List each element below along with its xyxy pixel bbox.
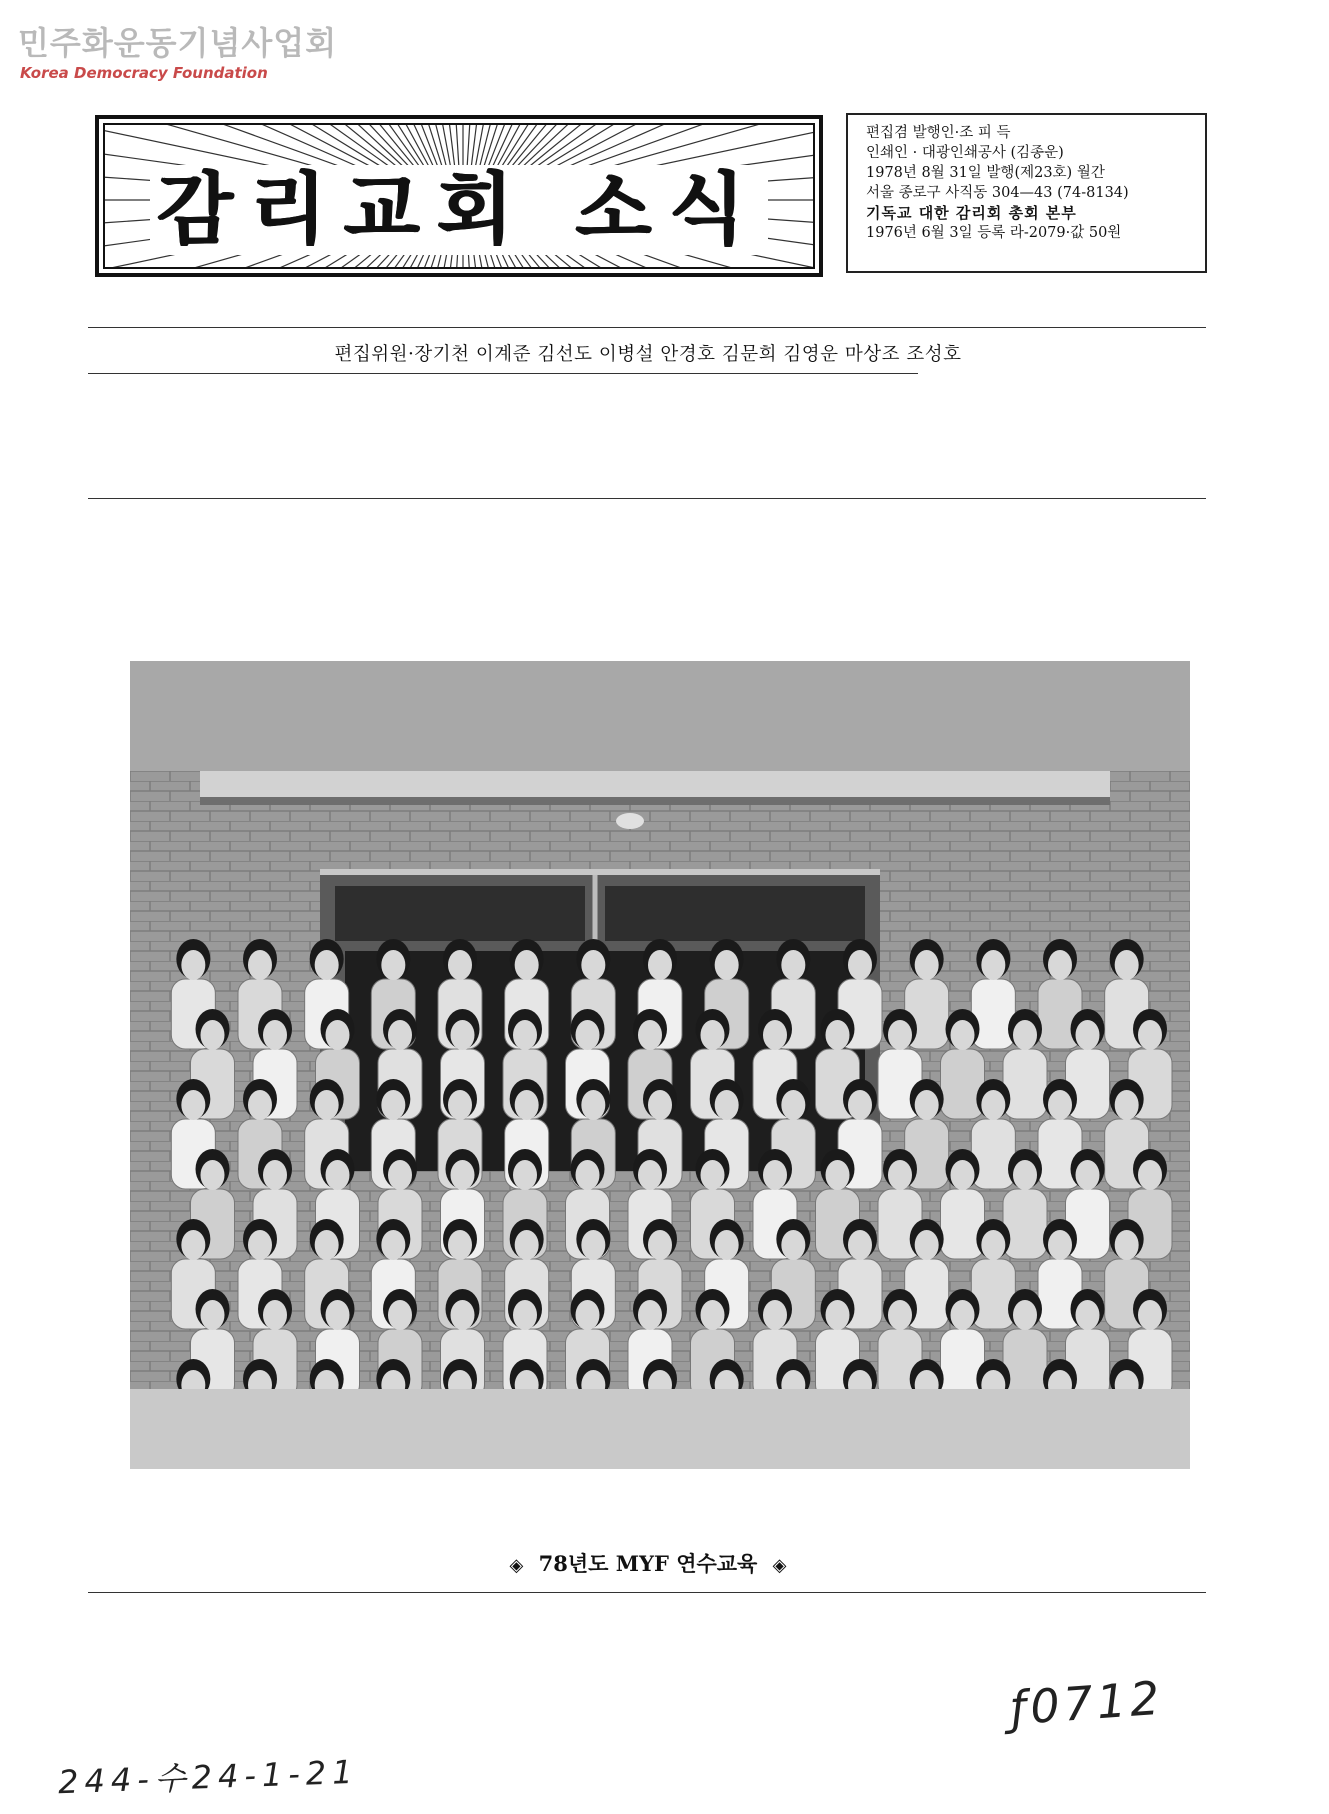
- masthead-frame: [103, 123, 815, 269]
- caption-left-diamond: ◈: [509, 1555, 524, 1576]
- info-printer: 인쇄인 · 대광인쇄공사 (김종운): [866, 145, 1064, 161]
- info-address: 서울 종로구 사직동 304—43 (74-8134): [866, 185, 1129, 201]
- info-organization: 기독교 대한 감리회 총회 본부: [866, 204, 1077, 222]
- info-issue-date: 1978년 8월 31일 발행(제23호) 월간: [866, 165, 1105, 181]
- divider-mid: [88, 498, 1206, 499]
- masthead-title: [105, 147, 813, 259]
- group-photo: [130, 661, 1190, 1469]
- divider-bottom: [88, 1592, 1206, 1593]
- publication-info-box: [846, 113, 1207, 273]
- info-registration: 1976년 6월 3일 등록 라-2079·값 50원: [866, 225, 1122, 241]
- caption-text: 78년도 MYF 연수교육: [538, 1551, 758, 1576]
- watermark-english: Korea Democracy Foundation: [20, 64, 268, 82]
- group-photo-image: [130, 661, 1190, 1469]
- handwritten-archive-number: 244-수24-1-21: [57, 1752, 360, 1802]
- watermark-korean: 민주화운동기념사업회: [18, 24, 338, 62]
- masthead-title-text: 감리교회 소식: [150, 165, 767, 255]
- editorial-committee: 편집위원·장기천 이계준 김선도 이병설 안경호 김문희 김영운 마상조 조성호: [334, 344, 962, 365]
- handwritten-code: ƒ0712: [1008, 1670, 1165, 1736]
- info-publisher: 편집겸 발행인·조 피 득: [866, 125, 1011, 141]
- photo-caption: [90, 1548, 1206, 1578]
- divider-top: [88, 327, 1206, 328]
- caption-right-diamond: ◈: [772, 1555, 787, 1576]
- masthead: [95, 115, 823, 277]
- divider-editors: [88, 373, 918, 374]
